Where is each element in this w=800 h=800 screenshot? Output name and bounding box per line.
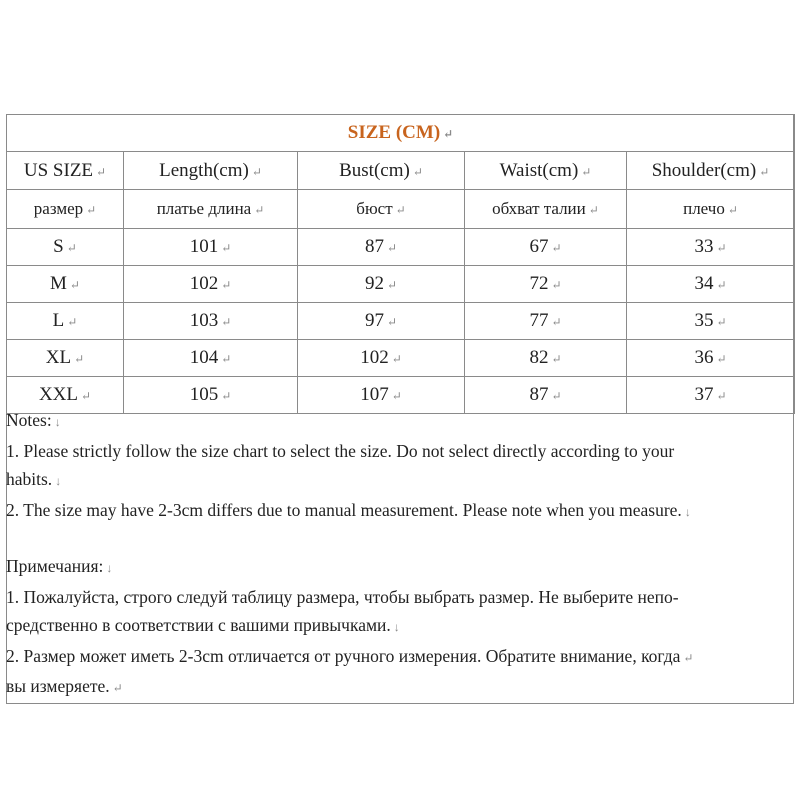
- table-cell: 92 ↵: [298, 266, 465, 303]
- table-cell: 102 ↵: [124, 266, 298, 303]
- header-waist: Waist(cm) ↵: [465, 152, 627, 190]
- table-cell: 35 ↵: [627, 303, 795, 340]
- notes-en-line: 1. Please strictly follow the size chart to select the size. Do not select directly according to your: [6, 440, 675, 461]
- notes-ru-heading: Примечания: ↓: [6, 556, 113, 576]
- notes-section: [6, 406, 792, 703]
- header-length: Length(cm) ↵: [124, 152, 298, 190]
- table-cell: 33 ↵: [627, 229, 795, 266]
- notes-ru-line: вы измеряете. ↵: [6, 676, 123, 696]
- header-ru-shoulder: плечо ↵: [627, 190, 795, 229]
- table-row: [7, 229, 795, 266]
- table-cell: 34 ↵: [627, 266, 795, 303]
- table-cell: 72 ↵: [465, 266, 627, 303]
- table-row: [7, 266, 795, 303]
- header-ru-waist: обхват талии ↵: [465, 190, 627, 229]
- header-shoulder: Shoulder(cm) ↵: [627, 152, 795, 190]
- table-cell: L ↵: [7, 303, 124, 340]
- header-us-size: US SIZE ↵: [7, 152, 124, 190]
- table-header-ru-row: [7, 190, 795, 229]
- table-cell: 103 ↵: [124, 303, 298, 340]
- table-cell: S ↵: [7, 229, 124, 266]
- table-cell: 36 ↵: [627, 340, 795, 377]
- notes-en-line: habits. ↓: [6, 469, 62, 489]
- header-ru-length: платье длина ↵: [124, 190, 298, 229]
- notes-en-line: 2. The size may have 2-3cm differs due to manual measurement. Please note when you measure. ↓: [6, 499, 691, 520]
- size-table: [6, 114, 795, 414]
- table-title-row: [7, 115, 795, 152]
- table-cell: XL ↵: [7, 340, 124, 377]
- table-cell: 87 ↵: [298, 229, 465, 266]
- table-cell: 107 ↵: [298, 377, 465, 414]
- table-title: SIZE (CM) ↵: [7, 115, 795, 152]
- table-header-row: [7, 152, 795, 190]
- table-cell: 82 ↵: [465, 340, 627, 377]
- table-row: [7, 303, 795, 340]
- table-cell: 104 ↵: [124, 340, 298, 377]
- table-cell: 77 ↵: [465, 303, 627, 340]
- notes-en-heading: Notes: ↓: [6, 410, 61, 430]
- table-row: [7, 340, 795, 377]
- table-cell: 97 ↵: [298, 303, 465, 340]
- table-cell: 67 ↵: [465, 229, 627, 266]
- header-bust: Bust(cm) ↵: [298, 152, 465, 190]
- table-cell: 101 ↵: [124, 229, 298, 266]
- table-cell: M ↵: [7, 266, 124, 303]
- table-cell: 105 ↵: [124, 377, 298, 414]
- header-ru-bust: бюст ↵: [298, 190, 465, 229]
- header-ru-size: размер ↵: [7, 190, 124, 229]
- table-cell: XXL ↵: [7, 377, 124, 414]
- table-cell: 102 ↵: [298, 340, 465, 377]
- table-cell: 37 ↵: [627, 377, 795, 414]
- notes-ru-line: средственно в соответствии с вашими привычками. ↓: [6, 615, 400, 635]
- notes-ru-line: 1. Пожалуйста, строго следуй таблицу размера, чтобы выбрать размер. Не выберите непо-: [6, 586, 679, 607]
- table-cell: 87 ↵: [465, 377, 627, 414]
- notes-ru-line: 2. Размер может иметь 2-3cm отличается от ручного измерения. Обратите внимание, когда ↵: [6, 645, 694, 666]
